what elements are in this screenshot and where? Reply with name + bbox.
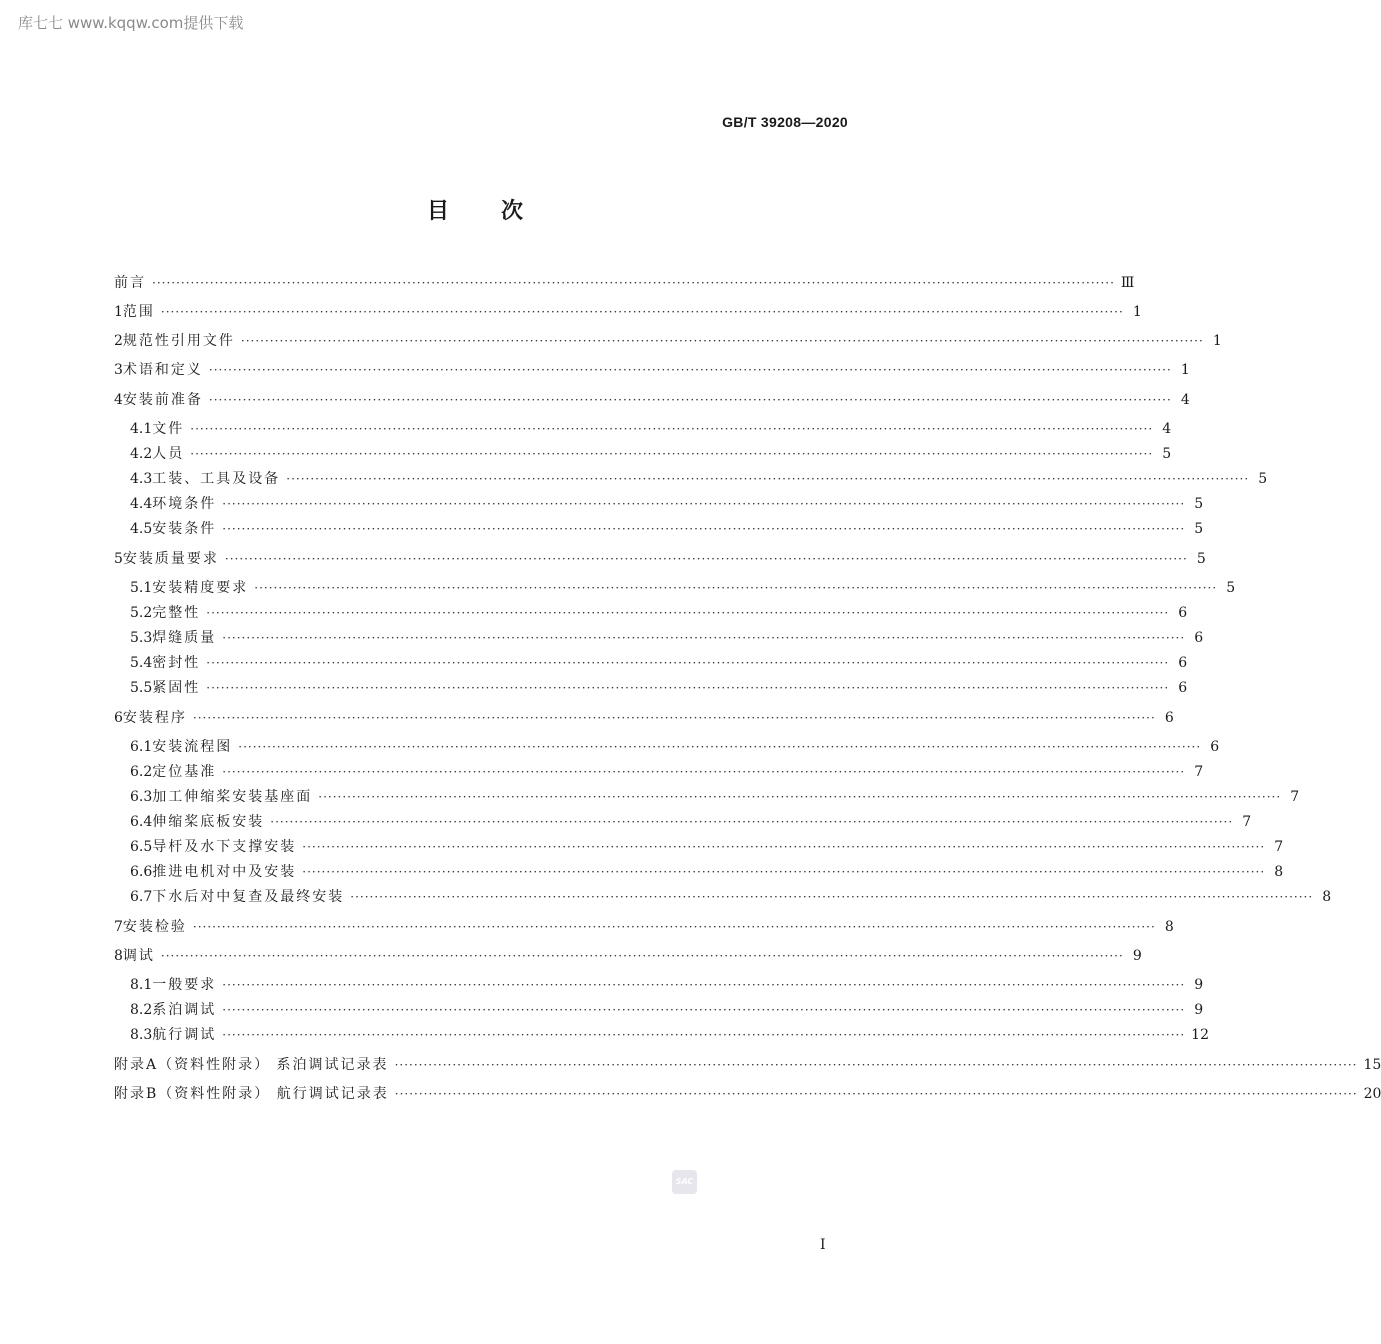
dot-leader: ········································································································································································································	[270, 815, 1234, 829]
toc-entry[interactable]	[114, 331, 1222, 351]
dot-leader: ········································································································································································································	[192, 711, 1156, 725]
toc-entry-number: 4	[114, 392, 123, 408]
toc-entry-number: 8	[114, 948, 123, 964]
toc-entry-page: 4	[1162, 421, 1172, 437]
toc-entry-number: 2	[114, 333, 123, 349]
toc-entry-number: 6.6	[130, 864, 153, 880]
toc-entry-page: 9	[1194, 1002, 1204, 1018]
toc-entry-page: 1	[1132, 304, 1142, 320]
sac-logo-icon: SAC	[672, 1170, 697, 1194]
dot-leader: ········································································································································································································	[206, 606, 1170, 620]
toc-entry-label: 规范性引用文件	[122, 333, 235, 349]
toc-entry-page: 7	[1290, 789, 1300, 805]
toc-entry[interactable]	[114, 273, 1135, 293]
toc-entry[interactable]	[130, 837, 1284, 857]
dot-leader: ········································································································································································································	[160, 305, 1124, 319]
toc-entry-number: 8.3	[130, 1027, 153, 1043]
toc-entry[interactable]	[114, 1055, 1381, 1075]
toc-entry-label: 导杆及水下支撑安装	[152, 839, 297, 855]
toc-entry-page: 7	[1194, 764, 1204, 780]
toc-entry[interactable]	[114, 302, 1142, 322]
toc-entry[interactable]	[114, 917, 1174, 937]
dot-leader: ········································································································································································································	[302, 840, 1266, 854]
toc-entry-number: 8.1	[130, 977, 153, 993]
dot-leader: ········································································································································································································	[222, 1003, 1186, 1017]
toc-entry-label: 加工伸缩桨安装基座面	[152, 789, 313, 805]
toc-entry[interactable]	[130, 975, 1204, 995]
toc-entry-label: 安装检验	[122, 919, 187, 935]
toc-entry[interactable]	[130, 787, 1300, 807]
toc-entry-page: 8	[1274, 864, 1284, 880]
toc-entry[interactable]	[130, 737, 1220, 757]
toc-entry[interactable]	[130, 887, 1332, 907]
toc-entry-page: 7	[1274, 839, 1284, 855]
toc-entry[interactable]	[114, 1084, 1381, 1104]
toc-entry-number: 5.2	[130, 605, 153, 621]
toc-entry[interactable]	[130, 494, 1204, 514]
toc-entry-label: 系泊调试	[152, 1002, 217, 1018]
toc-entry[interactable]	[130, 1000, 1204, 1020]
toc-entry-page: 6	[1164, 710, 1174, 726]
toc-entry-page: 5	[1196, 551, 1206, 567]
toc-entry-label: 完整性	[152, 605, 201, 621]
toc-entry-page: 7	[1242, 814, 1252, 830]
toc-entry-page: 5	[1226, 580, 1236, 596]
toc-entry-page: 5	[1194, 521, 1204, 537]
dot-leader: ········································································································································································································	[240, 334, 1204, 348]
toc-entry-label: 附录B（资料性附录） 航行调试记录表	[114, 1086, 389, 1102]
toc-entry-label: 调试	[122, 948, 155, 964]
toc-entry-label: 环境条件	[152, 496, 217, 512]
toc-entry-page: 4	[1180, 392, 1190, 408]
dot-leader: ········································································································································································································	[224, 552, 1188, 566]
toc-entry-number: 6	[114, 710, 123, 726]
toc-entry-page: 8	[1164, 919, 1174, 935]
toc-entry-page: 6	[1178, 680, 1188, 696]
page-title: 目次	[426, 199, 575, 224]
toc-entry-label: 密封性	[152, 655, 201, 671]
toc-entry-label: 术语和定义	[122, 362, 203, 378]
toc-entry-label: 安装精度要求	[152, 580, 249, 596]
toc-entry-number: 5.4	[130, 655, 153, 671]
toc-entry-page: 5	[1258, 471, 1268, 487]
toc-entry-number: 6.5	[130, 839, 153, 855]
toc-entry-page: 6	[1210, 739, 1220, 755]
toc-entry-label: 范围	[122, 304, 155, 320]
toc-entry-label: 一般要求	[152, 977, 217, 993]
dot-leader: ········································································································································································································	[208, 393, 1172, 407]
toc-entry-label: 紧固性	[152, 680, 201, 696]
toc-entry-number: 5.1	[130, 580, 153, 596]
toc-entry-number: 6.7	[130, 889, 153, 905]
toc-entry-page: 20	[1363, 1086, 1381, 1102]
toc-entry-number: 5.3	[130, 630, 153, 646]
toc-entry[interactable]	[114, 946, 1142, 966]
toc-entry-label: 安装条件	[152, 521, 217, 537]
dot-leader: ········································································································································································································	[222, 497, 1186, 511]
toc-entry-number: 1	[114, 304, 123, 320]
toc-entry-page: Ⅲ	[1120, 275, 1135, 291]
dot-leader: ········································································································································································································	[206, 656, 1170, 670]
toc-entry[interactable]	[114, 390, 1190, 410]
watermark-text: 库七七 www.kqqw.com提供下载	[18, 14, 244, 32]
toc-entry[interactable]	[114, 708, 1174, 728]
dot-leader: ········································································································································································································	[190, 447, 1154, 461]
toc-entry-label: 安装质量要求	[122, 551, 219, 567]
toc-entry[interactable]	[114, 360, 1190, 380]
dot-leader: ········································································································································································································	[286, 472, 1250, 486]
toc-entry-page: 9	[1194, 977, 1204, 993]
toc-entry-number: 3	[114, 362, 123, 378]
toc-entry-number: 4.2	[130, 446, 153, 462]
dot-leader: ········································································································································································································	[222, 1028, 1186, 1042]
dot-leader: ········································································································································································································	[394, 1058, 1358, 1072]
toc-entry-number: 4.4	[130, 496, 153, 512]
toc-entry[interactable]	[130, 653, 1188, 673]
toc-entry-number: 7	[114, 919, 123, 935]
toc-entry-label: 航行调试	[152, 1027, 217, 1043]
toc-entry-label: 附录A（资料性附录） 系泊调试记录表	[114, 1057, 389, 1073]
toc-entry-page: 6	[1178, 605, 1188, 621]
dot-leader: ········································································································································································································	[192, 920, 1156, 934]
toc-entry[interactable]	[130, 812, 1252, 832]
toc-entry-page: 15	[1363, 1057, 1381, 1073]
toc-entry-page: 8	[1322, 889, 1332, 905]
toc-entry[interactable]	[130, 678, 1188, 698]
toc-entry-number: 8.2	[130, 1002, 153, 1018]
toc-entry-number: 4.1	[130, 421, 153, 437]
toc-entry-number: 5	[114, 551, 123, 567]
toc-entry-label: 前言	[114, 275, 146, 291]
toc-entry-page: 9	[1132, 948, 1142, 964]
toc-entry-page: 5	[1194, 496, 1204, 512]
toc-entry-label: 安装流程图	[152, 739, 233, 755]
dot-leader: ········································································································································································································	[208, 363, 1172, 377]
dot-leader: ········································································································································································································	[350, 890, 1314, 904]
toc-entry-label: 安装前准备	[122, 392, 203, 408]
toc-entry-number: 4.5	[130, 521, 153, 537]
footer-page-number: I	[820, 1237, 826, 1253]
dot-leader: ········································································································································································································	[160, 949, 1124, 963]
toc-entry[interactable]	[130, 862, 1284, 882]
toc-entry[interactable]	[130, 603, 1188, 623]
toc-entry-page: 1	[1180, 362, 1190, 378]
dot-leader: ········································································································································································································	[238, 740, 1202, 754]
dot-leader: ········································································································································································································	[152, 276, 1115, 290]
toc-entry-page: 6	[1178, 655, 1188, 671]
toc-entry-page: 5	[1162, 446, 1172, 462]
toc-entry[interactable]	[130, 444, 1172, 464]
toc-entry-label: 人员	[152, 446, 185, 462]
dot-leader: ········································································································································································································	[302, 865, 1266, 879]
toc-entry-label: 推进电机对中及安装	[152, 864, 297, 880]
dot-leader: ········································································································································································································	[222, 765, 1186, 779]
toc-entry-number: 5.5	[130, 680, 153, 696]
toc-entry[interactable]	[130, 762, 1204, 782]
dot-leader: ········································································································································································································	[222, 978, 1186, 992]
toc-entry[interactable]	[130, 578, 1236, 598]
toc-entry-page: 6	[1194, 630, 1204, 646]
toc-entry-label: 工装、工具及设备	[152, 471, 281, 487]
toc-entry[interactable]	[130, 519, 1204, 539]
dot-leader: ········································································································································································································	[254, 581, 1218, 595]
toc-entry[interactable]	[130, 419, 1172, 439]
toc-entry-number: 4.3	[130, 471, 153, 487]
toc-entry-label: 文件	[152, 421, 185, 437]
toc-entry-label: 定位基准	[152, 764, 217, 780]
toc-entry-page: 12	[1191, 1027, 1209, 1043]
dot-leader: ········································································································································································································	[222, 522, 1186, 536]
dot-leader: ········································································································································································································	[394, 1087, 1358, 1101]
toc-entry-label: 伸缩桨底板安装	[152, 814, 265, 830]
dot-leader: ········································································································································································································	[318, 790, 1282, 804]
toc-entry-number: 6.2	[130, 764, 153, 780]
toc-entry[interactable]	[130, 628, 1204, 648]
toc-entry[interactable]	[114, 549, 1206, 569]
toc-entry-number: 6.4	[130, 814, 153, 830]
standard-code: GB/T 39208—2020	[722, 114, 848, 130]
toc-entry-page: 1	[1212, 333, 1222, 349]
toc-entry[interactable]	[130, 469, 1268, 489]
dot-leader: ········································································································································································································	[190, 422, 1154, 436]
toc-entry[interactable]	[130, 1025, 1209, 1045]
toc-entry-number: 6.1	[130, 739, 153, 755]
dot-leader: ········································································································································································································	[222, 631, 1186, 645]
dot-leader: ········································································································································································································	[206, 681, 1170, 695]
toc-entry-label: 下水后对中复查及最终安装	[152, 889, 345, 905]
toc-entry-label: 安装程序	[122, 710, 187, 726]
toc-entry-label: 焊缝质量	[152, 630, 217, 646]
toc-entry-number: 6.3	[130, 789, 153, 805]
